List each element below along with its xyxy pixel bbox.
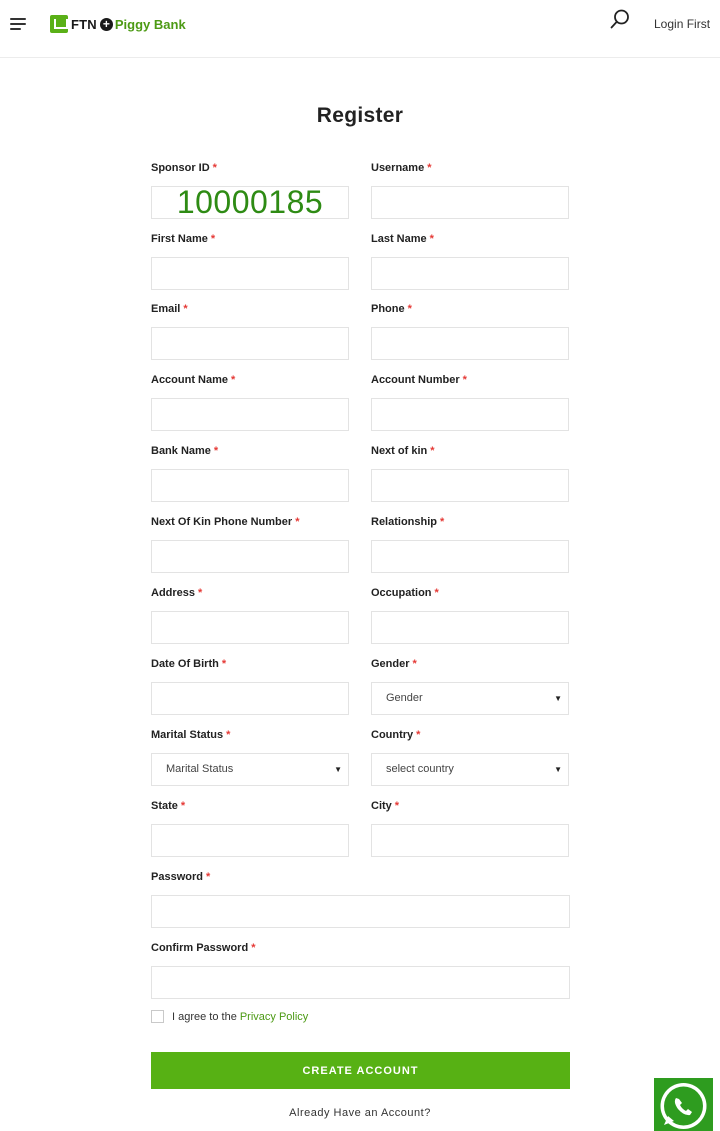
bank-name-field xyxy=(151,444,349,502)
required-mark: * xyxy=(440,516,445,528)
address-input[interactable] xyxy=(151,611,349,644)
dropdown-arrow-icon: ▼ xyxy=(554,765,562,774)
required-mark: * xyxy=(198,587,203,599)
next-of-kin-field xyxy=(371,444,569,502)
gender-selected-value: Gender xyxy=(386,692,423,704)
date-of-birth-field xyxy=(151,657,349,715)
confirm-password-input[interactable] xyxy=(151,966,570,999)
logo[interactable] xyxy=(50,14,186,34)
state-field xyxy=(151,799,349,857)
required-mark: * xyxy=(251,942,256,954)
required-mark: * xyxy=(210,233,216,245)
password-input[interactable] xyxy=(151,895,570,928)
required-mark: * xyxy=(412,658,417,670)
last-name-label: Last Name * xyxy=(371,233,434,245)
state-label: State * xyxy=(151,800,186,812)
date-of-birth-input[interactable] xyxy=(151,682,349,715)
menu-icon[interactable] xyxy=(10,16,28,32)
last-name-field xyxy=(371,232,569,290)
date-of-birth-label: Date Of Birth * xyxy=(151,658,227,670)
search-icon[interactable] xyxy=(609,8,631,30)
next-of-kin-phone-input[interactable] xyxy=(151,540,349,573)
country-label: Country * xyxy=(371,729,421,741)
city-input[interactable] xyxy=(371,824,569,857)
gender-select[interactable] xyxy=(371,682,569,715)
city-label: City * xyxy=(371,800,400,812)
required-mark: * xyxy=(407,303,412,315)
required-mark: * xyxy=(183,303,188,315)
header xyxy=(0,0,720,58)
required-mark: * xyxy=(226,729,231,741)
bank-name-label: Bank Name * xyxy=(151,445,219,457)
account-name-label: Account Name * xyxy=(151,374,236,386)
required-mark: * xyxy=(394,800,400,812)
first-name-input[interactable] xyxy=(151,257,349,290)
phone-label: Phone * xyxy=(371,303,412,315)
last-name-input[interactable] xyxy=(371,257,569,290)
required-mark: * xyxy=(212,162,217,174)
required-mark: * xyxy=(221,658,227,670)
required-mark: * xyxy=(416,729,421,741)
phone-input[interactable] xyxy=(371,327,569,360)
address-label: Address * xyxy=(151,587,203,599)
logo-cart-icon xyxy=(50,15,68,33)
gender-field xyxy=(371,657,569,715)
sponsor-id-field xyxy=(151,161,349,219)
agree-text: I agree to the xyxy=(172,1010,237,1023)
first-name-label: First Name * xyxy=(151,233,216,245)
city-field xyxy=(371,799,569,857)
confirm-password-label: Confirm Password * xyxy=(151,942,256,954)
marital-status-select[interactable] xyxy=(151,753,349,786)
username-label: Username * xyxy=(371,162,432,174)
next-of-kin-input[interactable] xyxy=(371,469,569,502)
whatsapp-icon xyxy=(654,1078,713,1131)
account-name-field xyxy=(151,373,349,431)
email-label: Email * xyxy=(151,303,188,315)
whatsapp-chat-button[interactable] xyxy=(654,1078,713,1131)
username-field xyxy=(371,161,569,219)
agree-checkbox[interactable] xyxy=(151,1010,164,1023)
next-of-kin-phone-field xyxy=(151,515,349,573)
gender-label: Gender * xyxy=(371,658,417,670)
account-name-input[interactable] xyxy=(151,398,349,431)
confirm-password-field xyxy=(151,941,570,999)
phone-field xyxy=(371,302,569,360)
required-mark: * xyxy=(434,587,439,599)
dropdown-arrow-icon: ▼ xyxy=(334,765,342,774)
account-number-input[interactable] xyxy=(371,398,569,431)
required-mark: * xyxy=(430,445,435,457)
password-label: Password * xyxy=(151,871,211,883)
login-link[interactable]: Login First xyxy=(654,17,711,31)
required-mark: * xyxy=(205,871,211,883)
next-of-kin-label: Next of kin * xyxy=(371,445,435,457)
address-field xyxy=(151,586,349,644)
logo-plus-icon: + xyxy=(100,18,113,31)
sponsor-id-input[interactable] xyxy=(151,186,349,219)
sponsor-id-label: Sponsor ID * xyxy=(151,162,217,174)
username-input[interactable] xyxy=(371,186,569,219)
occupation-field xyxy=(371,586,569,644)
required-mark: * xyxy=(295,516,300,528)
state-input[interactable] xyxy=(151,824,349,857)
email-field xyxy=(151,302,349,360)
email-input[interactable] xyxy=(151,327,349,360)
country-field xyxy=(371,728,569,786)
logo-text-piggy-bank: Piggy Bank xyxy=(114,16,186,32)
account-number-label: Account Number * xyxy=(371,374,467,386)
already-have-account-link[interactable]: Already Have an Account? xyxy=(289,1107,431,1119)
marital-status-field xyxy=(151,728,349,786)
relationship-label: Relationship * xyxy=(371,516,445,528)
dropdown-arrow-icon: ▼ xyxy=(554,694,562,703)
required-mark: * xyxy=(231,374,236,386)
page-title: Register xyxy=(316,104,404,127)
country-select[interactable] xyxy=(371,753,569,786)
first-name-field xyxy=(151,232,349,290)
required-mark: * xyxy=(213,445,219,457)
logo-text-ftn: FTN xyxy=(71,16,97,32)
marital-status-selected-value: Marital Status xyxy=(166,763,234,775)
marital-status-label: Marital Status * xyxy=(151,729,231,741)
create-account-button[interactable]: CREATE ACCOUNT xyxy=(151,1052,570,1089)
privacy-policy-link[interactable]: Privacy Policy xyxy=(239,1010,309,1023)
required-mark: * xyxy=(427,162,432,174)
relationship-input[interactable] xyxy=(371,540,569,573)
required-mark: * xyxy=(429,233,434,245)
occupation-input[interactable] xyxy=(371,611,569,644)
required-mark: * xyxy=(180,800,186,812)
next-of-kin-phone-label: Next Of Kin Phone Number * xyxy=(151,516,300,528)
account-number-field xyxy=(371,373,569,431)
bank-name-input[interactable] xyxy=(151,469,349,502)
password-field xyxy=(151,870,570,928)
country-selected-value: select country xyxy=(386,763,454,775)
relationship-field xyxy=(371,515,569,573)
agree-row xyxy=(151,1010,308,1023)
occupation-label: Occupation * xyxy=(371,587,439,599)
required-mark: * xyxy=(462,374,467,386)
